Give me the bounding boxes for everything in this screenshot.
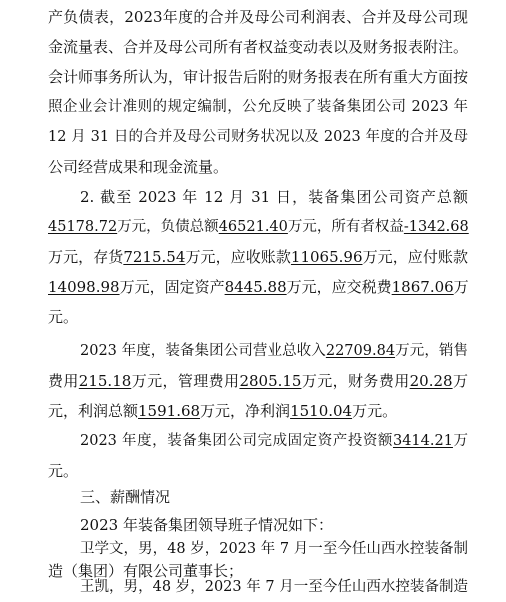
value-total-revenue: 22709.84	[325, 343, 396, 359]
value-taxes-payable: 1867.06	[391, 278, 454, 296]
value-admin-expenses: 2805.15	[239, 372, 302, 390]
text: 费用	[48, 372, 79, 390]
text: 万	[452, 372, 468, 390]
value-financial-expenses: 20.28	[409, 372, 453, 390]
text: 万元，应付账款	[362, 248, 468, 266]
text: 万元，存货	[48, 248, 124, 266]
value-accounts-payable: 14098.98	[48, 278, 120, 296]
value-fixed-assets: 8445.88	[224, 278, 287, 296]
paragraph-line: 卫学文，男，48 岁，2023 年 7 月一至今任山西水控装备制	[80, 541, 468, 557]
paragraph-line	[48, 212, 468, 242]
paragraph-line: 元。	[48, 462, 79, 480]
text: 万	[453, 278, 469, 296]
paragraph-line: 元。	[48, 308, 79, 326]
text: 万元，管理费用	[131, 372, 240, 390]
paragraph-line: 照企业会计准则的规定编制，公允反映了装备集团公司 2023 年	[48, 99, 468, 115]
text: 2023 年度，装备集团公司营业总收入	[80, 343, 326, 359]
value-total-liabilities: 46521.40	[218, 219, 288, 235]
text: 万元，销售	[395, 343, 468, 359]
text: 万元，财务费用	[301, 372, 410, 390]
text: 万元，负债总额	[117, 219, 219, 235]
text: 元，利润总额	[48, 402, 139, 420]
paragraph-line: 会计师事务所认为，审计报告后附的财务报表在所有重大方面按	[48, 68, 469, 86]
paragraph-line: 造（集团）有限公司董事长；	[48, 562, 244, 580]
paragraph-line: 2023 年装备集团领导班子情况如下：	[80, 516, 333, 534]
text: 万元，应收账款	[185, 248, 291, 266]
value-owners-equity: -1342.68	[403, 219, 469, 235]
text: 万元。	[352, 402, 398, 420]
paragraph-line: 金流量表、合并及母公司所有者权益变动表以及财务报表附注。	[48, 38, 469, 56]
value-selling-expenses: 215.18	[78, 372, 132, 390]
text: 万	[452, 433, 469, 449]
paragraph-line	[80, 426, 468, 456]
paragraph-line	[48, 396, 468, 426]
paragraph-line: 2. 截至 2023 年 12 月 31 日，装备集团公司资产总额	[80, 188, 468, 206]
paragraph-line: 公司经营成果和现金流量。	[48, 158, 229, 176]
text: 万元，固定资产	[119, 278, 225, 296]
value-accounts-receivable: 11065.96	[290, 248, 363, 266]
text: 万元，应交税费	[286, 278, 392, 296]
value-total-assets: 45178.72	[48, 219, 118, 235]
value-net-profit: 1510.04	[290, 402, 353, 420]
paragraph-line: 产负债表，2023年度的合并及母公司利润表、合并及母公司现	[48, 8, 468, 26]
paragraph-line	[48, 272, 468, 302]
text: 万元，净利润	[200, 402, 291, 420]
paragraph-line: 12 月 31 日的合并及母公司财务状况以及 2023 年度的合并及母	[48, 129, 468, 145]
text: 万元，所有者权益	[287, 219, 404, 235]
value-total-profit: 1591.68	[138, 402, 201, 420]
paragraph-line	[80, 336, 468, 366]
paragraph-line	[48, 242, 468, 272]
section-heading: 三、薪酬情况	[80, 488, 171, 506]
paragraph-line: 王凯，男，48 岁，2023 年 7 月一至今任山西水控装备制造	[80, 579, 468, 595]
paragraph-line	[48, 366, 468, 396]
text: 2023 年度，装备集团公司完成固定资产投资额	[80, 433, 393, 449]
value-inventory: 7215.54	[123, 248, 186, 266]
value-fixed-asset-investment: 3414.21	[392, 433, 453, 449]
